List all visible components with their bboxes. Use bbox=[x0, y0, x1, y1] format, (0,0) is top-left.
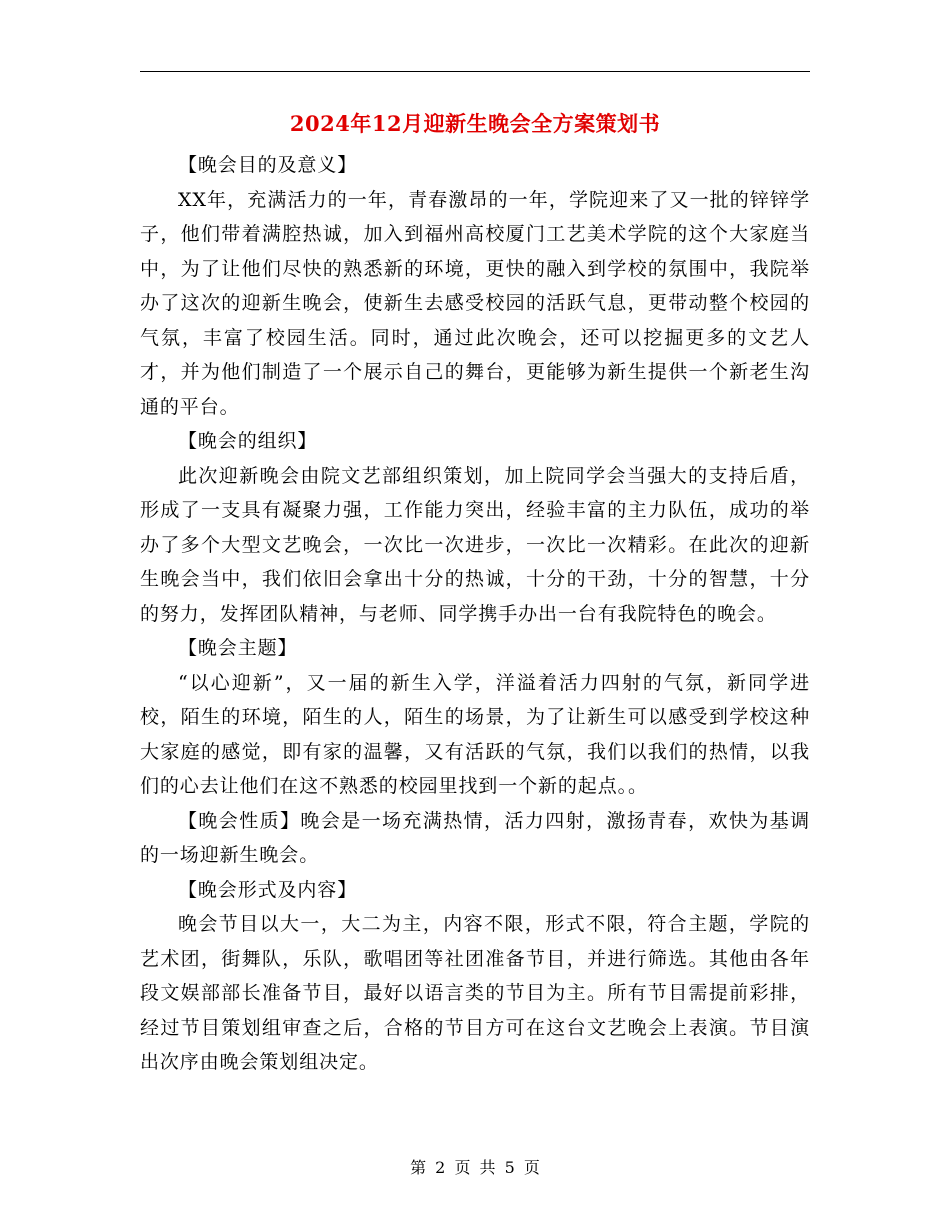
document-body bbox=[140, 148, 810, 1080]
section-heading-organization: 【晚会的组织】 bbox=[178, 430, 318, 452]
paragraph-format: 晚会节目以大一，大二为主，内容不限，形式不限，符合主题，学院的艺术团，街舞队，乐队，歌唱团等社团准备节目，并进行筛选。其他由各年段文娱部部长准备节目，最好以语言类的节目为主。所有节目需提前彩排，经过节目策划组审查之后，合格的节目方可在这台文艺晚会上表演。节目演出次序由晚会策划组决定。 bbox=[140, 913, 810, 1073]
paragraph-purpose: XX年，充满活力的一年，青春激昂的一年，学院迎来了又一批的锌锌学子，他们带着满腔热诚，加入到福州高校厦门工艺美术学院的这个大家庭当中，为了让他们尽快的熟悉新的环境，更快的融入到学校的氛围中，我院举办了这次的迎新生晚会，使新生去感受校园的活跃气息，更带动整个校园的气氛，丰富了校园生活。同时，通过此次晚会，还可以挖掘更多的文艺人才，并为他们制造了一个展示自己的舞台，更能够为新生提供一个新老生沟通的平台。 bbox=[140, 188, 810, 418]
paragraph-organization: 此次迎新晚会由院文艺部组织策划，加上院同学会当强大的支持后盾，形成了一支具有凝聚力强，工作能力突出，经验丰富的主力队伍，成功的举办了多个大型文艺晚会，一次比一次进步，一次比一次精彩。在此次的迎新生晚会当中，我们依旧会拿出十分的热诚，十分的干劲，十分的智慧，十分的努力，发挥团队精神，与老师、同学携手办出一台有我院特色的晚会。 bbox=[140, 464, 810, 625]
paragraph-nature: 【晚会性质】晚会是一场充满热情，活力四射，激扬青春，欢快为基调的一场迎新生晚会。 bbox=[140, 809, 810, 866]
page-number-footer: 第 2 页 共 5 页 bbox=[410, 1158, 540, 1177]
header-rule bbox=[140, 71, 810, 72]
section-heading-format: 【晚会形式及内容】 bbox=[178, 878, 358, 901]
section-heading-theme: 【晚会主题】 bbox=[178, 637, 298, 659]
paragraph-theme: “以心迎新”，又一届的新生入学，洋溢着活力四射的气氛，新同学进校，陌生的环境，陌生的人，陌生的场景，为了让新生可以感受到学校这种大家庭的感觉，即有家的温馨，又有活跃的气氛，我们以我们的热情，以我们的心去让他们在这不熟悉的校园里找到一个新的起点。。 bbox=[140, 671, 810, 797]
section-heading-purpose: 【晚会目的及意义】 bbox=[178, 154, 358, 176]
document-title: 2024年12月迎新生晚会全方案策划书 bbox=[289, 111, 661, 136]
